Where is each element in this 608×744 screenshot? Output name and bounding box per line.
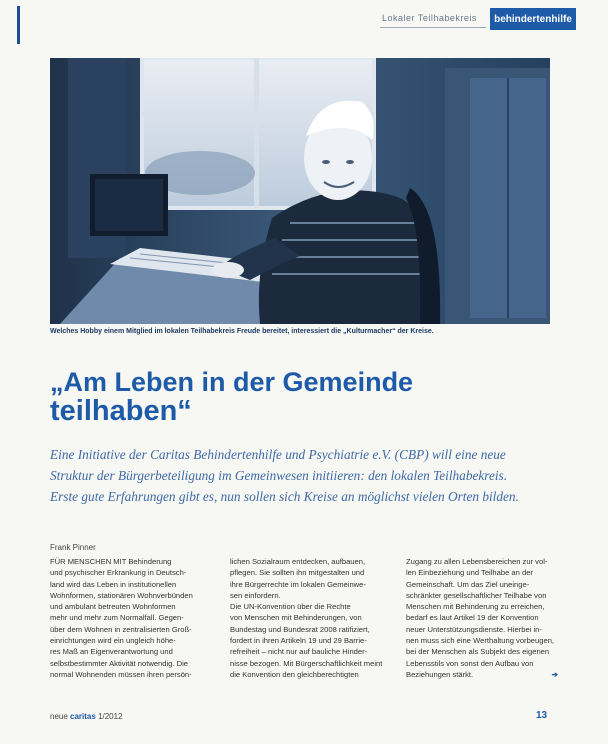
body-line: ihre Bürgerrechte im lokalen Gemeinwe- [230, 579, 366, 589]
body-line: normal Wohnenden müssen ihren persön- [50, 669, 192, 679]
header-divider [380, 27, 486, 28]
body-line: Gemeinschaft. Um das Ziel uneinge- [406, 579, 530, 589]
body-line: einrichtungen wird ein ungleich höhe- [50, 636, 176, 646]
body-line: lichen Sozialraum entdecken, aufbauen, [230, 557, 366, 566]
body-line: Lebensstils von sonst den Aufbau von [406, 658, 534, 668]
issue-number: 1/2012 [98, 712, 123, 721]
brand-prefix: neue [50, 712, 68, 721]
body-line: sen einfordern. [230, 590, 281, 600]
body-line: land wird das Leben in institutionellen [50, 579, 177, 589]
article-title [50, 368, 570, 426]
lead-line: Struktur der Bürgerbeteiligung im Gemeinwesen initiieren: den lokalen Teilhabekreis. [50, 468, 508, 483]
body-line: fordert in ihren Artikeln 19 und 29 Barrie- [230, 636, 367, 646]
lead-line: Erste gute Erfahrungen gibt es, nun sollen sich Kreise an möglichst vielen Orten bilden. [50, 489, 519, 504]
body-line: Zugang zu allen Lebensbereichen zur vol- [406, 557, 548, 566]
body-line-last [406, 669, 558, 680]
body-line: neuer Unterstützungsdienste. Hierbei in- [406, 624, 542, 634]
body-column-2 [230, 556, 388, 692]
body-line: Die UN-Konvention über die Rechte [230, 602, 351, 612]
left-accent-rule [17, 6, 20, 44]
header-breadcrumb: Lokaler Teilhabekreis [382, 13, 477, 23]
brand-name: caritas [70, 712, 96, 721]
body-line: FÜR MENSCHEN MIT Behinderung [50, 557, 172, 566]
footer-brand [50, 712, 123, 721]
body-line: bei der Menschen als Subjekt des eigenen [406, 647, 550, 657]
body-line: Bundestag und Bundesrat 2008 ratifiziert, [230, 624, 370, 634]
body-line-text: Beziehungen stärkt. [406, 669, 474, 679]
page-number: 13 [536, 710, 548, 721]
body-line: Wohnformen, stationären Wohnverbünden [50, 590, 193, 600]
body-column-1 [50, 556, 208, 692]
body-line: die Konvention den gleichberechtigten [230, 669, 359, 679]
body-line: Menschen mit Behinderung zu erreichen, [406, 602, 545, 612]
body-line: len Einbeziehung und Teilhabe an der [406, 568, 533, 578]
continue-arrow-icon: ➔ [551, 669, 558, 679]
body-line: bedarf es laut Artikel 19 der Konvention [406, 613, 539, 623]
body-line: von Menschen mit Behinderungen, von [230, 613, 362, 623]
body-columns [50, 556, 558, 692]
author-byline: Frank Pinner [50, 543, 96, 552]
body-line: mehr und mehr zum Normalfall. Gegen- [50, 613, 184, 623]
body-line: res Maß an Eigenverantwortung und [50, 647, 173, 657]
body-line: pflegen. Sie sollten ihn mitgestalten und [230, 568, 365, 578]
body-line: nisse bezogen. Mit Bürgerschaftlichkeit meint [230, 658, 383, 668]
body-line: nen muss sich eine Werthaltung vorbeugen, [406, 636, 555, 646]
lead-line: Eine Initiative der Caritas Behindertenhilfe und Psychiatrie e.V. (CBP) will eine neue [50, 447, 506, 462]
body-line: schränkter gesellschaftlicher Teilhabe von [406, 590, 547, 600]
photo-caption: Welches Hobby einem Mitglied im lokalen Teilhabekreis Freude bereitet, interessiert die „Kulturmacher“ der Kreise. [50, 328, 434, 335]
body-line: und psychischer Erkrankung in Deutsch- [50, 568, 187, 578]
body-column-3 [406, 556, 558, 692]
body-line: über dem Wohnen in zentralisierten Groß- [50, 624, 192, 634]
body-line: refreiheit – nicht nur auf bauliche Hinder- [230, 647, 368, 657]
title-line-2: teilhaben“ [50, 395, 192, 427]
photo-pianist-image [50, 58, 550, 324]
body-line: selbstbestimmter Aktivität notwendig. Die [50, 658, 189, 668]
body-line: und ambulant betreuten Wohnformen [50, 602, 176, 612]
lead-paragraph [50, 444, 570, 507]
title-line-1: „Am Leben in der Gemeinde [50, 367, 414, 397]
section-tab: behindertenhilfe [490, 8, 576, 30]
